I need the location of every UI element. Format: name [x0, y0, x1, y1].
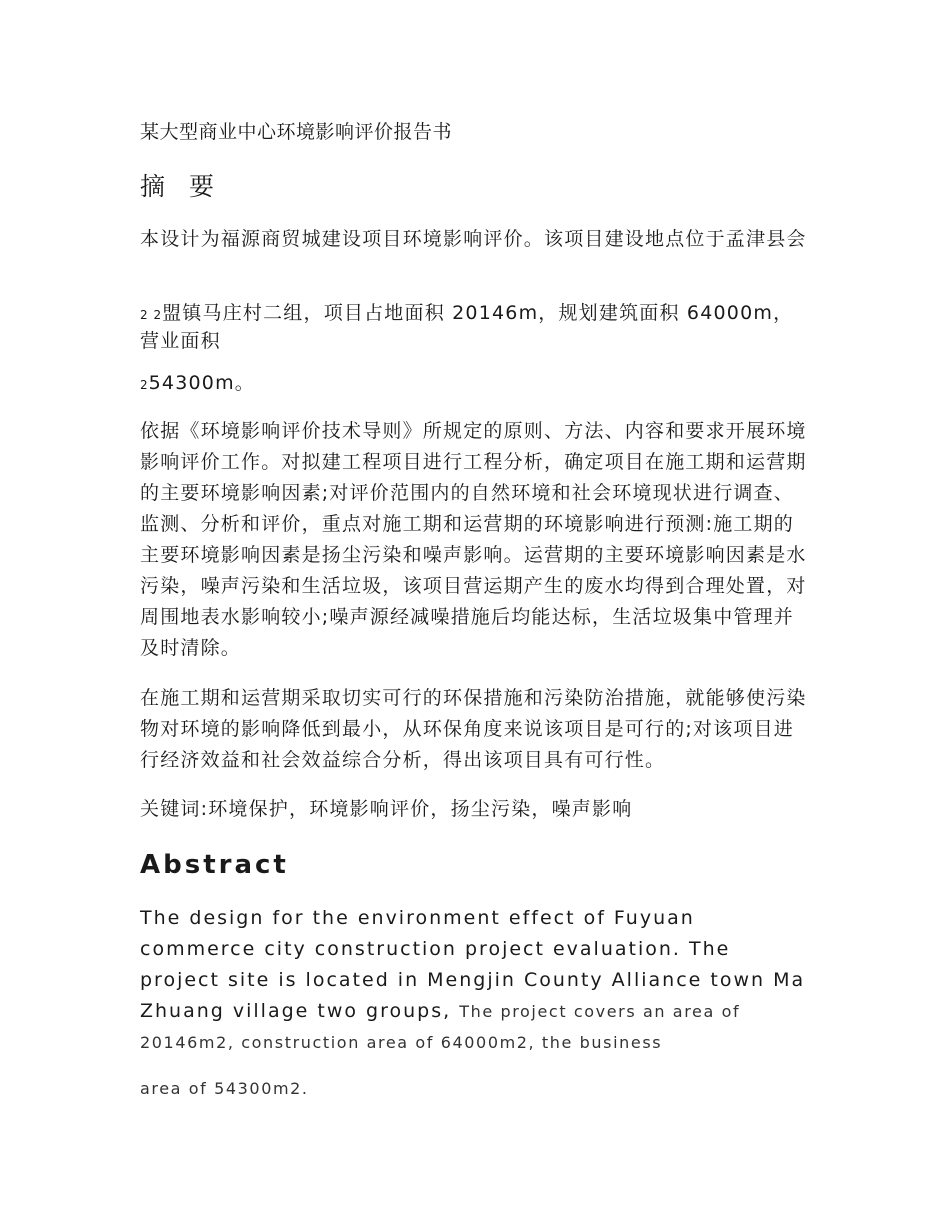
abstract-paragraph-3-text: 54300m。 — [148, 372, 255, 394]
english-abstract-paragraph-2: area of 54300m2. — [140, 1079, 309, 1098]
abstract-paragraph-5: 在施工期和运营期采取切实可行的环保措施和污染防治措施，就能够使污染物对环境的影响降低到最小，从环保角度来说该项目是可行的;对该项目进行经济效益和社会效益综合分析，得出该项目具有可行性。 — [140, 687, 807, 771]
english-abstract-small-text: The project covers an area of 20146m2, construction area of 64000m2, the business — [140, 1002, 741, 1052]
abstract-paragraph-1: 本设计为福源商贸城建设项目环境影响评价。该项目建设地点位于孟津县会 — [140, 228, 807, 250]
abstract-paragraph-2 — [140, 300, 812, 354]
superscript-marker: 2 — [140, 378, 149, 392]
english-abstract-heading: Abstract — [140, 850, 289, 880]
english-abstract-paragraph-1 — [140, 903, 812, 1058]
keywords-line: 关键词:环境保护，环境影响评价，扬尘污染，噪声影响 — [140, 798, 633, 820]
english-abstract-main-text: The design for the environment effect of Fuyuan commerce city construction project evaluation. The project site is located in Mengjin County Alliance town Ma Zhuang village two groups, — [140, 907, 806, 1022]
document-title: 某大型商业中心环境影响评价报告书 — [140, 121, 453, 143]
chinese-abstract-heading: 摘 要 — [140, 172, 222, 201]
superscript-marker: 2 2 — [140, 308, 163, 322]
abstract-paragraph-4: 依据《环境影响评价技术导则》所规定的原则、方法、内容和要求开展环境影响评价工作。对拟建工程项目进行工程分析，确定项目在施工期和运营期的主要环境影响因素;对评价范围内的自然环境和社会环境现状进行调查、监测、分析和评价，重点对施工期和运营期的环境影响进行预测:施工期的主要环境影响因素是扬尘污染和噪声影响。运营期的主要环境影响因素是水污染，噪声污染和生活垃圾，该项目营运期产生的废水均得到合理处置，对周围地表水影响较小;噪声源经减噪措施后均能达标，生活垃圾集中管理并及时清除。 — [140, 420, 807, 659]
abstract-paragraph-2-text: 盟镇马庄村二组，项目占地面积 20146m，规划建筑面积 64000m，营业面积 — [140, 302, 794, 352]
abstract-paragraph-3 — [140, 368, 812, 401]
